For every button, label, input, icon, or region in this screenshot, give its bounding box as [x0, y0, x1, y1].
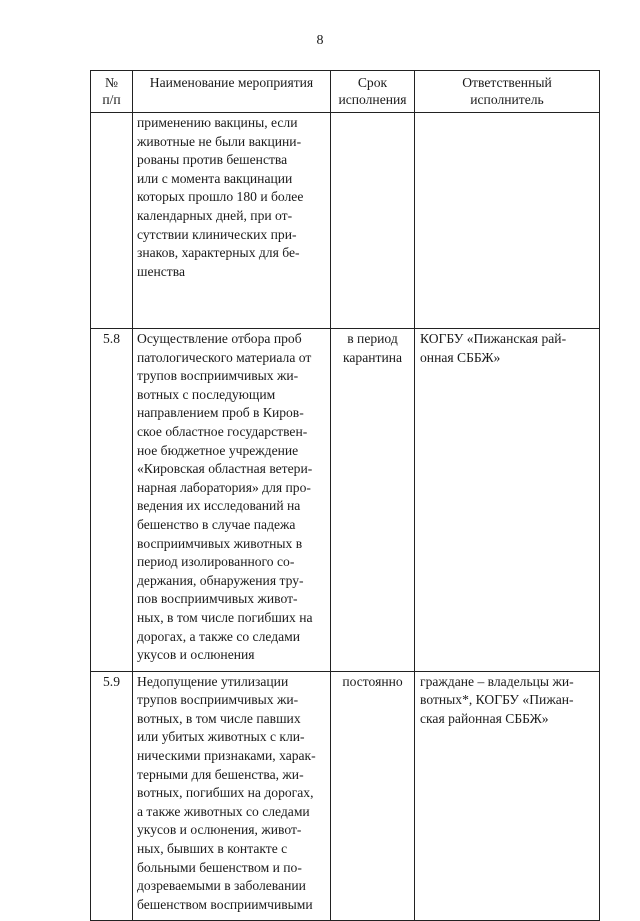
page-number: 8: [316, 33, 324, 48]
header-line: Ответственный: [462, 75, 552, 90]
cell-responsible: [415, 329, 600, 672]
table-row: [91, 671, 600, 921]
cell-name: [133, 329, 331, 672]
cell-name: [133, 671, 331, 921]
text-line: бешенство в случае падежа: [137, 516, 296, 532]
text-line: период изолированного со-: [137, 554, 295, 570]
text-line: вотных*, КОГБУ «Пижан-: [420, 692, 574, 708]
cell-responsible: [415, 113, 600, 329]
text-line: восприимчивых животных в: [137, 535, 303, 551]
header-line: исполнитель: [470, 92, 544, 107]
header-line: Срок: [357, 75, 388, 90]
text-line: держания, обнаружения тру-: [137, 572, 304, 588]
header-name: [133, 71, 331, 113]
text-line: вотных, в том числе павших: [137, 710, 301, 726]
text-line: или с момента вакцинации: [137, 170, 293, 186]
text-line: ское областное государствен-: [137, 423, 308, 439]
text-line: вотных, погибших на дорогах,: [137, 785, 314, 801]
text-line: вотных с последующим: [137, 386, 276, 402]
text-line: трупов восприимчивых жи-: [137, 368, 299, 384]
cell-num: [91, 113, 133, 329]
text-line: карантина: [342, 349, 403, 365]
text-line: применению вакцины, если: [137, 115, 298, 130]
text-line: «Кировская областная ветери-: [137, 461, 313, 477]
cell-term: [331, 671, 415, 921]
header-line: №: [105, 75, 118, 90]
text-line: бешенством восприимчивыми: [137, 896, 313, 912]
cell-responsible: [415, 671, 600, 921]
text-line: больными бешенством и по-: [137, 859, 302, 875]
header-responsible: [415, 71, 600, 113]
table-row: [91, 329, 600, 672]
cell-term: [331, 113, 415, 329]
cell-name: [133, 113, 331, 329]
text-line: или убитых животных с кли-: [137, 729, 305, 745]
text-line: шенства: [137, 263, 186, 279]
text-line: а также животных со следами: [137, 803, 310, 819]
text-line: укусов и ослюнения, живот-: [137, 822, 302, 838]
header-term: [331, 71, 415, 113]
text-line: ведения их исследований на: [137, 498, 301, 514]
text-line: ных, бывших в контакте с: [137, 841, 288, 857]
text-line: животные не были вакцини-: [137, 133, 302, 149]
text-line: Осуществление отбора проб: [137, 331, 302, 346]
text-line: укусов и ослюнения: [137, 647, 255, 663]
text-line: направлением проб в Киров-: [137, 405, 304, 421]
table-row: [91, 113, 600, 329]
header-num: [91, 71, 133, 113]
text-line: пов восприимчивых живот-: [137, 591, 298, 607]
table-header-row: [91, 71, 600, 113]
header-line: п/п: [102, 92, 121, 107]
text-line: Недопущение утилизации: [137, 673, 289, 689]
header-line: исполнения: [338, 92, 407, 107]
cell-term: [331, 329, 415, 672]
cell-num: 5.9: [91, 671, 133, 921]
header-line: Наименование мероприятия: [149, 75, 314, 90]
text-line: сутствии клинических при-: [137, 226, 297, 242]
text-line: ническими признаками, харак-: [137, 748, 316, 764]
text-line: ных, в том числе погибших на: [137, 609, 313, 625]
text-line: ская районная СББЖ»: [420, 710, 549, 726]
text-line: КОГБУ «Пижанская рай-: [420, 331, 567, 346]
text-line: терными для бешенства, жи-: [137, 766, 304, 782]
text-line: нарная лаборатория» для про-: [137, 479, 311, 495]
text-line: онная СББЖ»: [420, 349, 501, 365]
text-line: которых прошло 180 и более: [137, 189, 304, 205]
text-line: патологического материала от: [137, 349, 312, 365]
text-line: ное бюджетное учреждение: [137, 442, 299, 458]
cell-num: 5.8: [91, 329, 133, 672]
text-line: трупов восприимчивых жи-: [137, 692, 299, 708]
measures-table: [90, 70, 600, 921]
text-line: календарных дней, при от-: [137, 207, 293, 223]
text-line: дорогах, а также со следами: [137, 628, 301, 644]
text-line: постоянно: [342, 673, 403, 689]
text-line: рованы против бешенства: [137, 152, 288, 168]
text-line: знаков, характерных для бе-: [137, 245, 300, 261]
text-line: граждане – владельцы жи-: [420, 673, 574, 689]
text-line: в период: [347, 331, 398, 346]
text-line: дозреваемыми в заболевании: [137, 878, 306, 894]
